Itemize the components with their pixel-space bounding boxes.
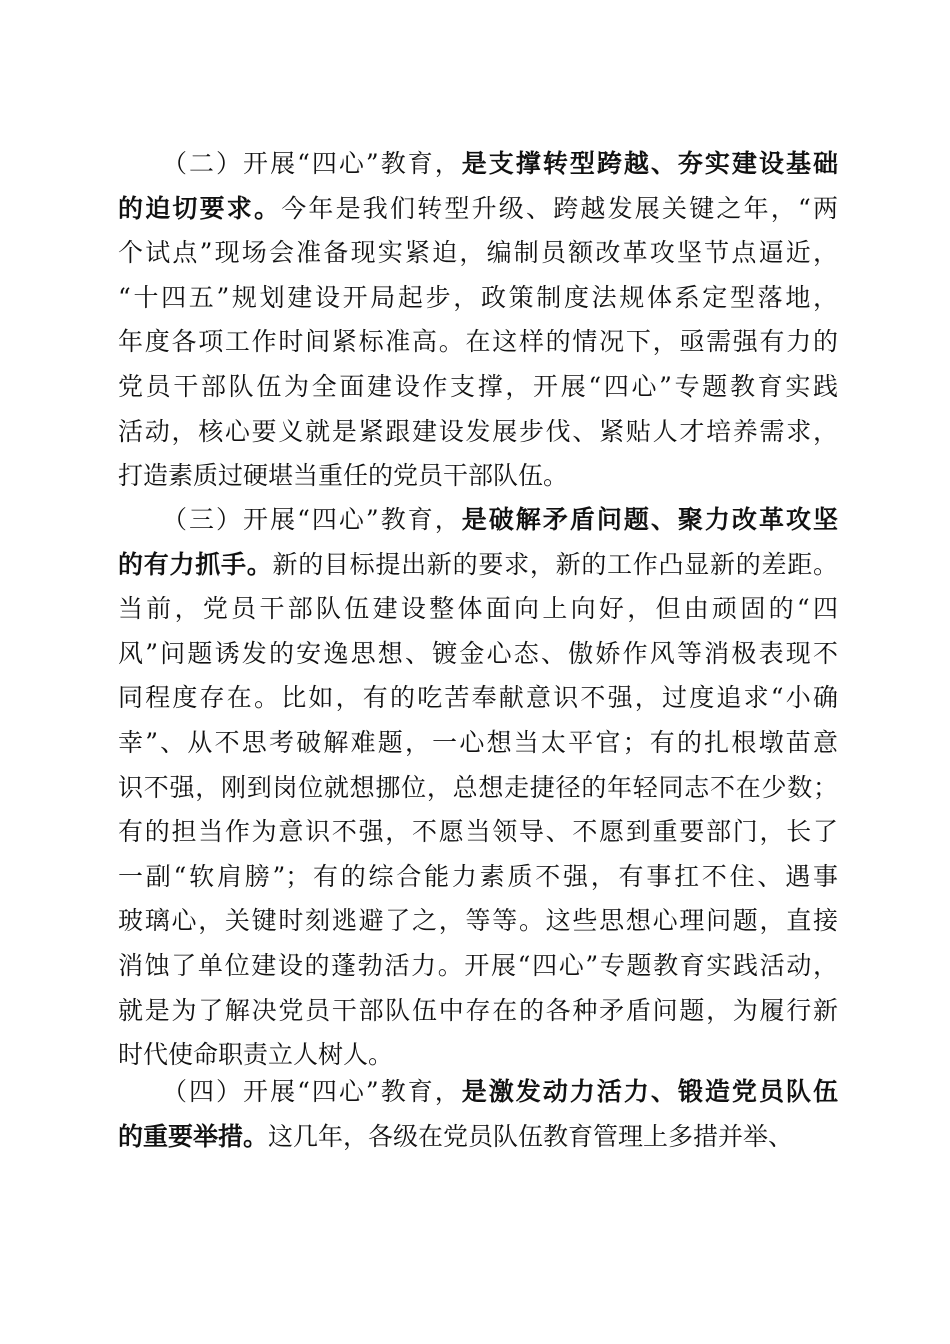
paragraph-line <box>118 233 838 273</box>
text-segment: 时代使命职责立人树人。 <box>118 1040 394 1070</box>
text-segment: 消蚀了单位建设的蓬勃活力。开展“四心”专题教育实践活动， <box>118 951 838 980</box>
text-segment: 有的担当作为意识不强，不愿当领导、不愿到重要部门，长了 <box>118 817 838 847</box>
text-segment: 打造素质过硬堪当重任的党员干部队伍。 <box>118 461 569 491</box>
text-segment: 这几年，各级在党员队伍教育管理上多措并举、 <box>268 1121 794 1151</box>
text-segment: 同程度存在。比如，有的吃苦奉献意识不强，过度追求“小确 <box>118 683 838 713</box>
text-segment: 一副“软肩膀”；有的综合能力素质不强，有事扛不住、遇事 <box>118 861 838 891</box>
bold-text-segment: 的迫切要求。 <box>118 193 282 223</box>
paragraph-line <box>118 1117 838 1157</box>
text-segment: （二）开展“四心”教育， <box>162 149 462 178</box>
text-segment: （三）开展“四心”教育， <box>162 505 462 534</box>
paragraph-line <box>118 634 838 674</box>
text-segment: 个试点”现场会准备现实紧迫，编制员额改革攻坚节点逼近， <box>118 238 838 268</box>
paragraph-line <box>118 189 838 229</box>
text-segment: 识不强，刚到岗位就想挪位，总想走捷径的年轻同志不在少数； <box>118 772 838 802</box>
paragraph-line <box>118 901 838 941</box>
text-segment: “十四五”规划建设开局起步，政策制度法规体系定型落地， <box>118 282 838 312</box>
text-segment: （四）开展“四心”教育， <box>162 1077 462 1106</box>
text-segment: 幸”、从不思考破解难题，一心想当太平官；有的扎根墩苗意 <box>118 728 838 757</box>
paragraph-line <box>118 812 838 852</box>
bold-text-segment: 的重要举措。 <box>118 1121 269 1151</box>
paragraph-line <box>162 500 838 540</box>
paragraph-line <box>118 857 838 897</box>
paragraph-line <box>162 144 838 184</box>
paragraph-line <box>118 723 838 763</box>
paragraph-line <box>118 768 838 808</box>
text-segment: 就是为了解决党员干部队伍中存在的各种矛盾问题，为履行新 <box>118 995 838 1025</box>
text-segment: 风”问题诱发的安逸思想、镀金心态、傲娇作风等消极表现不 <box>118 638 838 668</box>
bold-text-segment: 的有力抓手。 <box>118 549 273 579</box>
text-segment: 年度各项工作时间紧标准高。在这样的情况下，亟需强有力的 <box>118 327 838 357</box>
text-segment: 玻璃心，关键时刻逃避了之，等等。这些思想心理问题，直接 <box>118 906 838 936</box>
paragraph-line <box>118 545 838 585</box>
paragraph-line <box>118 278 838 318</box>
paragraph-line <box>118 991 838 1031</box>
text-segment: 今年是我们转型升级、跨越发展关键之年，“两 <box>281 193 838 223</box>
bold-text-segment: 是激发动力活力、锻造党员队伍 <box>461 1077 838 1106</box>
text-segment: 新的目标提出新的要求，新的工作凸显新的差距。 <box>272 549 838 579</box>
paragraph-line <box>118 322 838 362</box>
bold-text-segment: 是支撑转型跨越、夯实建设基础 <box>461 149 838 178</box>
paragraph-line <box>118 367 838 407</box>
text-segment: 党员干部队伍为全面建设作支撑，开展“四心”专题教育实践 <box>118 372 838 401</box>
bold-text-segment: 是破解矛盾问题、聚力改革攻坚 <box>461 505 838 534</box>
paragraph-line <box>118 1035 838 1075</box>
text-segment: 活动，核心要义就是紧跟建设发展步伐、紧贴人才培养需求， <box>118 416 838 446</box>
paragraph-line <box>118 678 838 718</box>
paragraph-line <box>118 946 838 986</box>
paragraph-line <box>118 456 838 496</box>
text-segment: 当前，党员干部队伍建设整体面向上向好，但由顽固的“四 <box>118 594 838 624</box>
paragraph-line <box>118 412 838 452</box>
paragraph-line <box>162 1072 838 1112</box>
paragraph-line <box>118 589 838 629</box>
